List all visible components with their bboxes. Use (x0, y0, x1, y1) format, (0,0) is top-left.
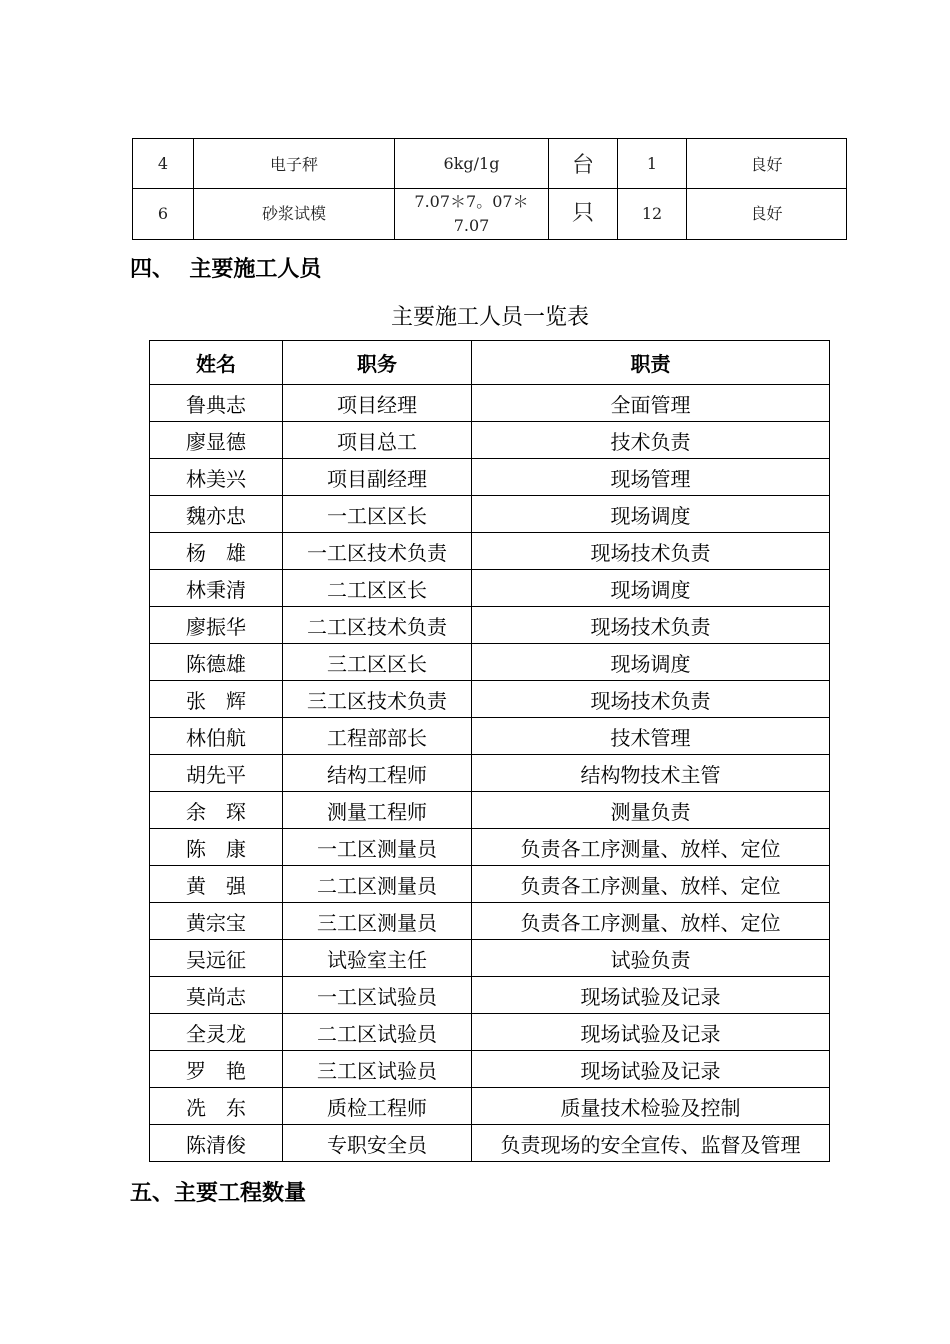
table-caption: 主要施工人员一览表 (390, 305, 589, 330)
equipment-name: 砂浆试模 (194, 189, 395, 240)
column-header-name: 姓名 (150, 341, 283, 385)
staff-position: 试验室主任 (283, 940, 472, 977)
staff-duty: 现场技术负责 (472, 681, 830, 718)
staff-name: 林秉清 (150, 570, 283, 607)
equipment-unit: 只 (549, 189, 618, 240)
equipment-spec-line2: 7.07 (453, 216, 490, 235)
section-title: 主要施工人员 (189, 257, 322, 282)
staff-duty: 技术管理 (472, 718, 830, 755)
staff-position: 专职安全员 (283, 1125, 472, 1162)
table-row (150, 940, 830, 977)
table-row (150, 533, 830, 570)
staff-name: 吴远征 (150, 940, 283, 977)
equipment-qty: 12 (618, 189, 687, 240)
staff-duty: 负责各工序测量、放样、定位 (472, 866, 830, 903)
staff-position: 项目总工 (283, 422, 472, 459)
staff-duty: 现场试验及记录 (472, 977, 830, 1014)
equipment-spec: 6kg/1g (395, 139, 549, 189)
table-row (150, 681, 830, 718)
staff-name: 杨 雄 (150, 533, 283, 570)
staff-position: 三工区区长 (283, 644, 472, 681)
staff-duty: 现场试验及记录 (472, 1014, 830, 1051)
equipment-condition: 良好 (687, 139, 847, 189)
staff-duty: 测量负责 (472, 792, 830, 829)
staff-position: 一工区区长 (283, 496, 472, 533)
table-row (150, 755, 830, 792)
staff-position: 项目副经理 (283, 459, 472, 496)
table-row (150, 903, 830, 940)
staff-duty: 负责各工序测量、放样、定位 (472, 829, 830, 866)
staff-name: 黄 强 (150, 866, 283, 903)
staff-duty: 现场管理 (472, 459, 830, 496)
staff-duty: 现场试验及记录 (472, 1051, 830, 1088)
staff-position: 三工区测量员 (283, 903, 472, 940)
table-row (150, 792, 830, 829)
table-row (133, 189, 847, 240)
equipment-spec: 7.07＊7。07＊ (414, 192, 529, 211)
staff-duty: 负责各工序测量、放样、定位 (472, 903, 830, 940)
staff-position: 三工区试验员 (283, 1051, 472, 1088)
staff-name: 陈德雄 (150, 644, 283, 681)
staff-duty: 现场调度 (472, 644, 830, 681)
section-number: 四、 (130, 257, 175, 282)
staff-name: 全灵龙 (150, 1014, 283, 1051)
table-row (150, 644, 830, 681)
table-row (150, 422, 830, 459)
equipment-condition: 良好 (687, 189, 847, 240)
table-row (150, 1125, 830, 1162)
equipment-spec-cell (395, 189, 549, 240)
table-row (150, 496, 830, 533)
section-heading-quantities: 五、主要工程数量 (130, 1181, 307, 1206)
table-row (150, 385, 830, 422)
staff-position: 二工区区长 (283, 570, 472, 607)
equipment-no: 4 (133, 139, 194, 189)
staff-duty: 试验负责 (472, 940, 830, 977)
staff-position: 测量工程师 (283, 792, 472, 829)
staff-name: 罗 艳 (150, 1051, 283, 1088)
staff-name: 廖显德 (150, 422, 283, 459)
staff-duty: 全面管理 (472, 385, 830, 422)
staff-duty: 现场技术负责 (472, 533, 830, 570)
staff-position: 二工区测量员 (283, 866, 472, 903)
staff-name: 廖振华 (150, 607, 283, 644)
table-row (150, 459, 830, 496)
staff-position: 一工区测量员 (283, 829, 472, 866)
staff-name: 余 琛 (150, 792, 283, 829)
staff-name: 黄宗宝 (150, 903, 283, 940)
staff-name: 莫尚志 (150, 977, 283, 1014)
table-row (150, 977, 830, 1014)
staff-duty: 负责现场的安全宣传、监督及管理 (472, 1125, 830, 1162)
equipment-name: 电子秤 (194, 139, 395, 189)
staff-position: 一工区技术负责 (283, 533, 472, 570)
table-row (150, 570, 830, 607)
section-heading-staff (130, 252, 321, 283)
table-row (133, 139, 847, 189)
table-row (150, 1014, 830, 1051)
staff-position: 二工区试验员 (283, 1014, 472, 1051)
staff-name: 张 辉 (150, 681, 283, 718)
table-row (150, 718, 830, 755)
equipment-no: 6 (133, 189, 194, 240)
table-row (150, 1088, 830, 1125)
staff-duty: 现场调度 (472, 570, 830, 607)
staff-duty: 现场技术负责 (472, 607, 830, 644)
table-header-row (150, 341, 830, 385)
table-row (150, 866, 830, 903)
staff-duty: 质量技术检验及控制 (472, 1088, 830, 1125)
staff-name: 胡先平 (150, 755, 283, 792)
column-header-position: 职务 (283, 341, 472, 385)
staff-position: 结构工程师 (283, 755, 472, 792)
staff-position: 工程部部长 (283, 718, 472, 755)
staff-name: 陈清俊 (150, 1125, 283, 1162)
table-row (150, 1051, 830, 1088)
staff-table (149, 340, 830, 1162)
table-row (150, 607, 830, 644)
staff-name: 林伯航 (150, 718, 283, 755)
staff-position: 一工区试验员 (283, 977, 472, 1014)
equipment-table (132, 138, 847, 240)
staff-position: 质检工程师 (283, 1088, 472, 1125)
staff-duty: 技术负责 (472, 422, 830, 459)
staff-table-body (150, 385, 830, 1162)
table-row (150, 829, 830, 866)
staff-name: 魏亦忠 (150, 496, 283, 533)
staff-name: 林美兴 (150, 459, 283, 496)
column-header-duty: 职责 (472, 341, 830, 385)
staff-duty: 现场调度 (472, 496, 830, 533)
staff-position: 二工区技术负责 (283, 607, 472, 644)
staff-name: 陈 康 (150, 829, 283, 866)
staff-name: 冼 东 (150, 1088, 283, 1125)
equipment-qty: 1 (618, 139, 687, 189)
staff-position: 三工区技术负责 (283, 681, 472, 718)
equipment-unit: 台 (549, 139, 618, 189)
staff-position: 项目经理 (283, 385, 472, 422)
staff-name: 鲁典志 (150, 385, 283, 422)
staff-duty: 结构物技术主管 (472, 755, 830, 792)
